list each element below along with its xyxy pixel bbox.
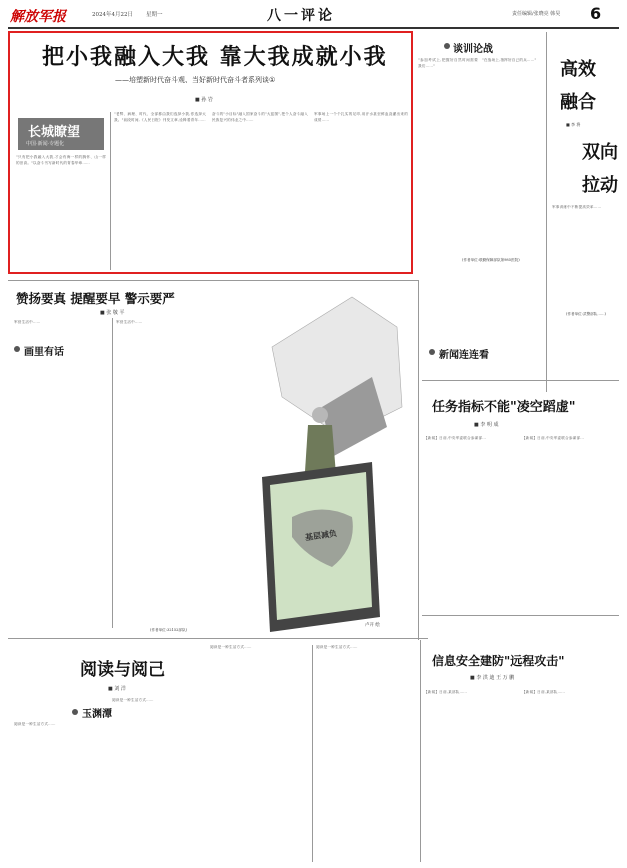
- masthead-editors: 责任编辑/张晓亮 韩昊: [512, 11, 561, 17]
- masthead-date: 2024年4月22日: [92, 12, 133, 18]
- vertical-title-1: 高效: [560, 59, 596, 80]
- bottom-right-headline: 信息安全建防"远程攻击": [432, 654, 565, 668]
- discussion-divider: [546, 32, 547, 392]
- vertical-title-2: 融合: [560, 92, 596, 113]
- discussion-body-col2: "在战场上,指挥好自己的兵……": [482, 58, 537, 62]
- leftbox-title: 长城瞭望: [28, 125, 81, 140]
- masthead-section: 八一评论: [267, 8, 335, 24]
- news-author: ■ 李 明 成: [474, 422, 499, 428]
- bottom-right-top-rule: [422, 615, 619, 616]
- mid-author-line: (作者单位:32152部队): [150, 628, 188, 632]
- news-tag: 新闻连连看: [439, 350, 489, 361]
- news-headline: 任务指标不能"凌空蹈虚": [432, 400, 576, 415]
- cartoon-illustration: [222, 287, 414, 634]
- mid-headline: 赞扬要真 提醒要早 警示要严: [16, 291, 175, 306]
- news-divider: [422, 380, 619, 381]
- masthead-weekday: 星期一: [146, 12, 163, 18]
- lead-body-col3: 军事场上一个个扎实的足印,用汗水甚至鲜血浇灌出来的成绩……: [314, 112, 408, 122]
- page-number: 6: [590, 4, 602, 23]
- bottom-right-author: ■ 李 洪 迪 王 万 鹏: [470, 675, 515, 681]
- bottom-tag: 玉渊潭: [82, 709, 112, 720]
- mid-author: ■ 张 敬 平: [100, 310, 125, 316]
- bottom-tag-icon: [72, 709, 78, 715]
- lead-headline: 把小我融入大我 靠大我成就小我: [42, 45, 388, 70]
- mid-tag: 画里有话: [24, 347, 64, 358]
- lead-author: ■ 孙 岩: [195, 97, 213, 103]
- mid-body-col2: 军营生活中……: [116, 320, 143, 324]
- bottom-author: ■ 刘 洋: [108, 686, 126, 692]
- bottom-col-divider: [312, 645, 313, 862]
- lead-divider-1: [110, 112, 111, 270]
- bottom-right-divider: [420, 640, 421, 862]
- discussion-tag-icon: [444, 43, 450, 49]
- discussion-author-line: (作者单位:联勤保障部队第985医院): [462, 258, 520, 262]
- bottom-divider: [8, 638, 428, 639]
- leftbox-body: "只有把小我融入大我,才会有海一样的胸怀、山一样的崇高。"以奋斗书写新时代的青春华章……: [16, 155, 106, 165]
- cartoon-svg: [222, 287, 414, 634]
- bottom-body-col4: 阅读是一种生活方式……: [316, 645, 358, 649]
- bottom-right-body-col2: 【新闻】日前,某部队……: [522, 690, 566, 694]
- bottom-body-col3: 阅读是一种生活方式……: [210, 645, 252, 649]
- soldier-head: [312, 407, 328, 423]
- bottom-right-body-col1: 【新闻】日前,某部队……: [424, 690, 468, 694]
- leftbox-subtitle: 中国·新闻·专题化: [26, 141, 65, 147]
- lead-body-col2: 奋斗的"小目标"融入国家奋斗的"大蓝图",把个人奋斗融入民族复兴的伟业之中……: [212, 112, 308, 122]
- mid-body-col1: 军营生活中……: [14, 320, 41, 324]
- cartoon-divider: [418, 280, 419, 640]
- news-tag-icon: [429, 349, 435, 355]
- bottom-body-col2: 阅读是一种生活方式……: [112, 698, 154, 702]
- news-body-col1: 【新闻】日前,中央军委联合参谋部…: [424, 436, 487, 440]
- vertical-title-3: 双向: [582, 142, 618, 163]
- cartoon-caption: 卢开 绘: [365, 623, 380, 628]
- masthead-logo: 解放军报: [10, 9, 66, 25]
- news-body-col2: 【新闻】日前,中央军委联合参谋部…: [522, 436, 585, 440]
- bottom-body-col1: 阅读是一种生活方式……: [14, 722, 56, 726]
- vertical-body: 军事训练中不断提高效率……: [552, 205, 602, 209]
- discussion-body-col1: "参加考试上,把握好自然时间需要我们……": [418, 58, 478, 68]
- lead-body-col1: "老弊、病理、时代、全部都由我们选择小我,你选择大我。"前段时间,《人民日报》刊发文章,诠释着青年……: [114, 112, 206, 122]
- phone-text: 基层减负: [304, 528, 338, 543]
- vertical-title-4: 拉动: [582, 175, 618, 196]
- masthead-rule: [8, 27, 619, 29]
- bottom-headline: 阅读与阅己: [80, 660, 165, 680]
- vertical-author-line: (作者单位:武警部队……): [566, 312, 606, 316]
- vertical-author: ■ 李 将: [566, 122, 581, 127]
- discussion-tag: 谈训论战: [453, 44, 493, 55]
- lead-subhead: ——培塑新时代奋斗观、当好新时代奋斗者系列谈①: [115, 76, 276, 84]
- mid-divider: [8, 280, 418, 281]
- mid-col-divider: [112, 318, 113, 628]
- masthead: [0, 0, 627, 30]
